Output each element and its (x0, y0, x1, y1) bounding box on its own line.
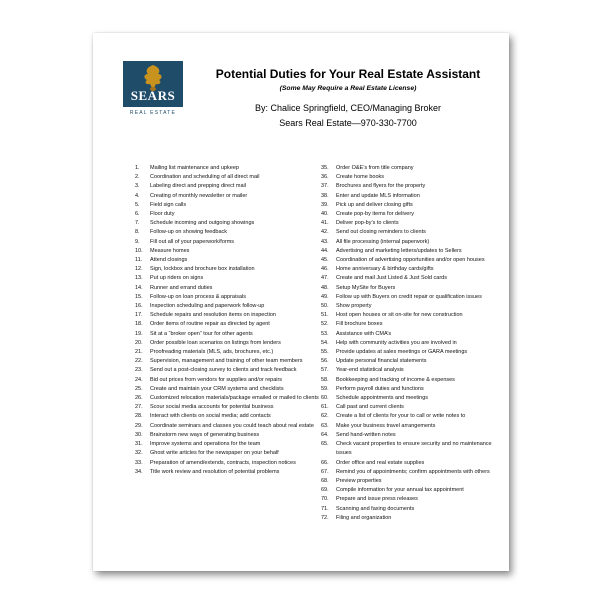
duty-text: Creating of monthly newsletter or mailer (150, 192, 248, 199)
duty-number: 50. (321, 303, 329, 310)
duty-number: 34. (135, 468, 143, 475)
duty-number: 72. (321, 514, 329, 521)
duty-item (321, 412, 503, 421)
duty-text: Update personal financial statements (336, 358, 427, 365)
duty-number: 54. (321, 339, 329, 346)
duty-text: Send hand-written notes (336, 431, 396, 438)
duty-number: 27. (135, 404, 143, 411)
duty-item (135, 357, 323, 366)
duty-number: 39. (321, 201, 329, 208)
logo-badge (123, 61, 183, 107)
duty-item (135, 311, 323, 320)
duty-text: Send out a post-closing survey to clients and track feedback (150, 367, 297, 374)
duty-item (135, 376, 323, 385)
duty-number: 14. (135, 284, 143, 291)
duty-number: 31. (135, 441, 143, 448)
duty-text: Send out closing reminders to clients (336, 229, 426, 236)
duty-text: Prepare and issue press releases (336, 496, 418, 503)
duty-text: Advertising and marketing letters/updates to Sellers (336, 247, 462, 254)
duty-number: 32. (135, 450, 143, 457)
duty-item (135, 201, 323, 210)
duty-number: 5. (135, 201, 140, 208)
duty-text: Call past and current clients (336, 404, 404, 411)
duty-number: 20. (135, 339, 143, 346)
duty-item (135, 394, 323, 403)
duty-text: Filing and organization (336, 514, 392, 521)
duty-text: Order items of routine repair as directed by agent (150, 321, 270, 328)
duty-number: 21. (135, 349, 143, 356)
duty-text: Improve systems and operations for the team (150, 441, 261, 448)
duty-item (321, 468, 503, 477)
duty-text: Enter and update MLS information (336, 192, 420, 199)
duty-item (321, 505, 503, 514)
logo-tagline: REAL ESTATE (129, 110, 177, 116)
duty-item (321, 403, 503, 412)
duty-text: Proofreading materials (MLS, ads, brochures, etc.) (150, 349, 274, 356)
duty-item (321, 238, 503, 247)
duty-item (135, 366, 323, 375)
duty-text: Brochures and flyers for the property (336, 183, 426, 190)
duty-number: 9. (135, 238, 140, 245)
duty-number: 12. (135, 266, 143, 273)
duty-text: Compile information for your annual tax appointment (336, 487, 464, 494)
duty-item (321, 182, 503, 191)
duty-number: 4. (135, 192, 140, 199)
document-subtitle: (Some May Require a Real Estate License) (279, 85, 417, 92)
duty-text: Labeling direct and prepping direct mail (150, 183, 247, 190)
duty-item (321, 284, 503, 293)
duty-number: 30. (135, 431, 143, 438)
duty-text: Home anniversary & birthday cards/gifts (336, 266, 434, 273)
company-contact: Sears Real Estate—970-330-7700 (279, 118, 417, 128)
duty-number: 47. (321, 275, 329, 282)
duty-number: 44. (321, 247, 329, 254)
duty-number: 1. (135, 165, 140, 171)
duty-text: Create a list of clients for your to call or write notes to (336, 413, 466, 420)
duty-item (135, 219, 323, 228)
duty-number: 7. (135, 220, 140, 227)
duty-number: 24. (135, 376, 143, 383)
duty-item (135, 228, 323, 237)
duty-text: Title work review and resolution of potential problems (150, 468, 280, 475)
duties-column-left (135, 164, 323, 477)
duty-item (321, 256, 503, 265)
duty-number: 18. (135, 321, 143, 328)
duty-number: 11. (135, 257, 143, 264)
duty-number: 38. (321, 192, 329, 199)
duties-column-right (321, 164, 503, 523)
duty-number: 60. (321, 395, 329, 402)
duty-text: Check vacant properties to ensure security and no maintenance issues (336, 441, 492, 457)
duty-text: Floor duty (150, 211, 175, 218)
duty-text: Scour social media accounts for potential business (150, 404, 274, 411)
duty-item (135, 238, 323, 247)
duty-item (135, 348, 323, 357)
duty-number: 52. (321, 321, 329, 328)
duty-number: 17. (135, 312, 143, 319)
duty-item (321, 366, 503, 375)
duty-text: Supervision, management and training of other team members (150, 358, 303, 365)
duty-item (135, 422, 323, 431)
duty-item (321, 173, 503, 182)
duty-item (135, 284, 323, 293)
duty-text: Measure homes (150, 247, 190, 254)
duty-number: 36. (321, 174, 329, 181)
duty-item (321, 330, 503, 339)
duty-text: Bid out prices from vendors for supplies and/or repairs (150, 376, 283, 383)
duty-item (135, 265, 323, 274)
duty-text: Deliver pop-by’s to clients (336, 220, 399, 227)
duty-text: Schedule incoming and outgoing showings (150, 220, 255, 227)
duty-text: Brainstorm new ways of generating business (150, 431, 260, 438)
duty-item (321, 514, 503, 523)
duty-number: 53. (321, 330, 329, 337)
duty-text: Runner and errand duties (150, 284, 213, 291)
duty-text: Help with community activities you are involved in (336, 339, 457, 346)
duty-number: 61. (321, 404, 329, 411)
duty-number: 8. (135, 229, 140, 236)
duty-number: 57. (321, 367, 329, 374)
duty-number: 70. (321, 496, 329, 503)
duty-number: 37. (321, 183, 329, 190)
duty-text: Order possible loan scenarios on listings from lenders (150, 339, 281, 346)
duty-item (135, 293, 323, 302)
duty-item (321, 440, 503, 458)
duty-number: 23. (135, 367, 143, 374)
duty-number: 55. (321, 349, 329, 356)
duty-text: Schedule repairs and resolution items on inspection (150, 312, 276, 319)
duty-number: 26. (135, 395, 143, 402)
duty-text: Assistance with CMA’s (336, 330, 392, 337)
duty-item (135, 210, 323, 219)
duty-text: Field sign calls (150, 201, 187, 208)
duty-text: Preview properties (336, 477, 382, 484)
duty-text: Show property (336, 303, 372, 310)
duty-number: 62. (321, 413, 329, 420)
duty-item (135, 302, 323, 311)
duty-number: 42. (321, 229, 329, 236)
duty-number: 51. (321, 312, 329, 319)
duty-number: 59. (321, 385, 329, 392)
duty-number: 22. (135, 358, 143, 365)
duty-item (135, 164, 323, 173)
duty-text: Remind you of appointments; confirm appointments with others (336, 468, 490, 475)
duty-text: Fill out all of your paperwork/forms (150, 238, 235, 245)
duty-item (135, 412, 323, 421)
duty-item (321, 422, 503, 431)
duty-text: Scanning and faxing documents (336, 505, 415, 512)
duty-number: 64. (321, 431, 329, 438)
duty-text: Create home books (336, 174, 384, 181)
duty-item (135, 173, 323, 182)
duty-item (135, 192, 323, 201)
duty-number: 29. (135, 422, 143, 429)
duty-text: Inspection scheduling and paperwork follow-up (150, 303, 265, 310)
duty-item (135, 449, 323, 458)
author-byline: By: Chalice Springfield, CEO/Managing Broker (254, 103, 442, 113)
duty-item (135, 459, 323, 468)
duty-text: Follow-up on showing feedback (150, 229, 228, 236)
duty-number: 15. (135, 293, 143, 300)
duty-number: 63. (321, 422, 329, 429)
duty-item (321, 495, 503, 504)
document-header (193, 67, 503, 128)
document-title: Potential Duties for Your Real Estate Assistant (215, 67, 481, 81)
duty-item (321, 339, 503, 348)
duty-item (321, 431, 503, 440)
duty-item (135, 330, 323, 339)
duty-text: All file processing (internal paperwork) (336, 238, 430, 245)
duty-number: 43. (321, 238, 329, 245)
duty-text: Pick up and deliver closing gifts (336, 201, 413, 208)
duty-item (321, 486, 503, 495)
duty-number: 13. (135, 275, 143, 282)
duty-number: 19. (135, 330, 143, 337)
duty-item (321, 385, 503, 394)
duty-item (135, 247, 323, 256)
duty-text: Make your business travel arrangements (336, 422, 436, 429)
duty-text: Coordination and scheduling of all direct mail (150, 174, 260, 181)
duty-number: 28. (135, 413, 143, 420)
duty-number: 69. (321, 487, 329, 494)
duty-text: Year-end statistical analysis (336, 367, 404, 374)
duty-text: Schedule appointments and meetings (336, 395, 429, 402)
duty-item (135, 256, 323, 265)
duty-item (321, 302, 503, 311)
duty-item (135, 440, 323, 449)
duty-text: Follow up with Buyers on credit repair or qualification issues (336, 293, 482, 300)
duty-text: Order O&E’s from title company (336, 165, 414, 171)
duty-item (321, 192, 503, 201)
duty-number: 16. (135, 303, 143, 310)
duty-number: 41. (321, 220, 329, 227)
document-page (93, 33, 509, 571)
duty-number: 46. (321, 266, 329, 273)
duty-text: Preparation of amend/extends, contracts, inspection notices (150, 459, 296, 466)
duty-number: 25. (135, 385, 143, 392)
duty-number: 71. (321, 505, 329, 512)
duty-item (135, 320, 323, 329)
duty-item (321, 320, 503, 329)
duty-number: 3. (135, 183, 140, 190)
duty-item (321, 376, 503, 385)
duty-text: Perform payroll duties and functions (336, 385, 424, 392)
duty-text: Setup MySite for Buyers (336, 284, 396, 291)
duty-item (321, 219, 503, 228)
duty-number: 33. (135, 459, 143, 466)
duty-text: Put up riders on signs (150, 275, 204, 282)
duty-number: 10. (135, 247, 143, 254)
duty-item (321, 293, 503, 302)
duty-number: 48. (321, 284, 329, 291)
duty-item (321, 311, 503, 320)
duty-number: 45. (321, 257, 329, 264)
duty-item (321, 210, 503, 219)
duty-item (321, 228, 503, 237)
duty-number: 6. (135, 211, 140, 218)
duty-item (135, 385, 323, 394)
duty-number: 66. (321, 459, 329, 466)
duty-item (135, 468, 323, 477)
duty-text: Fill brochure boxes (336, 321, 383, 328)
duty-item (321, 265, 503, 274)
duty-item (321, 459, 503, 468)
duty-text: Create pop-by items for delivery (336, 211, 414, 218)
duty-text: Sign, lockbox and brochure box installation (150, 266, 255, 273)
duty-text: Follow-up on loan process & appraisals (150, 293, 246, 300)
duty-item (321, 201, 503, 210)
duty-text: Attend closings (150, 257, 188, 264)
sears-logo (123, 61, 183, 121)
duty-text: Coordination of advertising opportunities and/or open houses (336, 257, 485, 264)
duty-text: Bookkeeping and tracking of income & expenses (336, 376, 455, 383)
duty-item (135, 403, 323, 412)
duty-item (321, 247, 503, 256)
duty-text: Create and mail Just Listed & Just Sold cards (336, 275, 447, 282)
duty-number: 35. (321, 165, 329, 171)
duty-text: Ghost write articles for the newspaper on your behalf (150, 450, 279, 457)
duty-number: 65. (321, 441, 329, 448)
duty-text: Host open houses or sit on-site for new construction (336, 312, 463, 319)
duty-item (321, 357, 503, 366)
duty-item (321, 477, 503, 486)
duty-item (135, 339, 323, 348)
duty-item (135, 274, 323, 283)
duty-text: Provide updates at sales meetings or GARA meetings (336, 349, 468, 356)
duty-text: Sit at a “broker open” tour for other agents (150, 330, 253, 337)
duty-number: 58. (321, 376, 329, 383)
duty-item (321, 274, 503, 283)
duty-number: 40. (321, 211, 329, 218)
duty-number: 2. (135, 174, 140, 181)
duty-number: 56. (321, 358, 329, 365)
logo-brand-text: SEARS (130, 88, 176, 103)
duty-text: Interact with clients on social media; add contacts (150, 413, 271, 420)
duty-item (321, 348, 503, 357)
duty-text: Customized relocation materials/package emailed or mailed to clients (150, 395, 319, 402)
duty-item (135, 431, 323, 440)
duty-item (135, 182, 323, 191)
duty-number: 68. (321, 477, 329, 484)
duty-text: Create and maintain your CRM systems and checklists (150, 385, 284, 392)
duty-number: 49. (321, 293, 329, 300)
duty-item (321, 394, 503, 403)
duty-number: 67. (321, 468, 329, 475)
duty-text: Order office and real estate supplies (336, 459, 425, 466)
duty-item (321, 164, 503, 173)
duty-text: Mailing list maintenance and upkeep (150, 165, 239, 171)
duty-text: Coordinate seminars and classes you could teach about real estate (150, 422, 314, 429)
